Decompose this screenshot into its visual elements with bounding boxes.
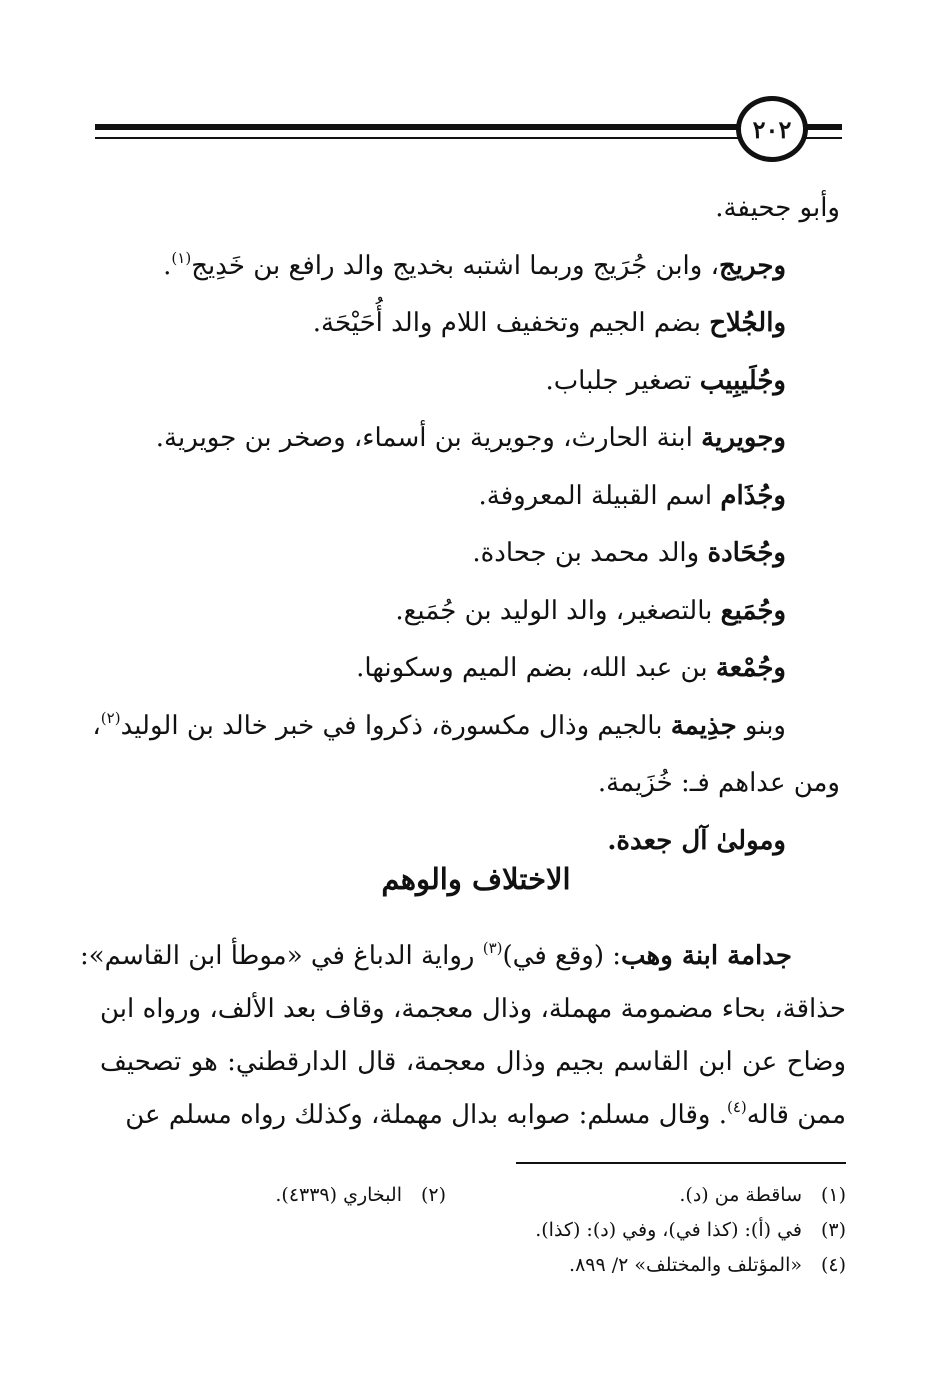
entry-line bbox=[100, 583, 840, 641]
entry-term: والجُلاح bbox=[709, 308, 786, 338]
footnote-text: «المؤتلف والمختلف» ٢/ ٨٩٩. bbox=[569, 1254, 802, 1276]
paragraph-line bbox=[79, 930, 846, 983]
body-paragraph bbox=[79, 930, 846, 1142]
footnote-text: البخاري (٤٣٣٩). bbox=[275, 1184, 402, 1206]
entry-term: وجُحَادة bbox=[707, 538, 786, 568]
entry-text: بضم الجيم وتخفيف اللام والد أُحَيْحَة. bbox=[312, 308, 710, 338]
entry-text: والد محمد بن جحادة. bbox=[472, 538, 708, 568]
entry-text: بن عبد الله، بضم الميم وسكونها. bbox=[356, 653, 716, 683]
page-number: ٢٠٢ bbox=[736, 96, 808, 162]
entry-term: وجُلَيبِيب bbox=[699, 365, 786, 396]
entry-term: وجُمْعة bbox=[715, 653, 786, 683]
footnote-row bbox=[100, 1248, 846, 1283]
entry-term: جذِيمة bbox=[670, 710, 737, 741]
entry-prefix: وبنو bbox=[736, 710, 786, 741]
footnotes bbox=[100, 1178, 846, 1283]
footnote-row bbox=[100, 1213, 846, 1248]
entry-text: ، وابن جُرَيج وربما اشتبه بخديج والد رافع بن خَدِيج bbox=[191, 250, 719, 281]
footnote-ref: (١) bbox=[171, 248, 192, 267]
footnote-ref: (٤) bbox=[726, 1098, 747, 1116]
paragraph-text: رواية الدباغ في «موطأ ابن القاسم»: bbox=[79, 941, 483, 971]
entry-line bbox=[100, 180, 840, 238]
entry-text: بالتصغير، والد الوليد بن جُمَيع. bbox=[395, 595, 721, 626]
entry-line bbox=[100, 525, 840, 583]
entry-line bbox=[100, 295, 840, 353]
paragraph-text: . وقال مسلم: صوابه بدال مهملة، وكذلك رواه مسلم عن bbox=[125, 1100, 727, 1130]
section-heading: الاختلاف والوهم bbox=[381, 862, 571, 896]
entry-line bbox=[100, 410, 840, 468]
entry-line: ومولىٰ آل جعدة. bbox=[607, 825, 786, 856]
footnote-text: ساقطة من (د). bbox=[679, 1184, 802, 1206]
entry-term: وجُمَيع bbox=[720, 595, 786, 626]
footnote-number: (٣) bbox=[820, 1219, 846, 1241]
entry-term: وجويرية bbox=[701, 423, 786, 453]
entry-continuation: ومن عداهم فـ: خُزَيمة. bbox=[597, 768, 840, 798]
entries-list bbox=[92, 180, 840, 870]
entry-punct: . bbox=[163, 250, 172, 281]
entry-text: بالجيم وذال مكسورة، ذكروا في خبر خالد بن الوليد bbox=[120, 710, 671, 741]
entry-term: وجريج bbox=[719, 250, 786, 281]
entry-text: تصغير جلباب. bbox=[545, 365, 700, 396]
entry-punct: ، bbox=[92, 710, 101, 741]
paragraph-line bbox=[100, 1089, 846, 1142]
entry-text: ابنة الحارث، وجويرية بن أسماء، وصخر بن جويرية. bbox=[155, 423, 702, 453]
footnote-ref: (٢) bbox=[100, 708, 121, 727]
entry-text: وأبو جحيفة. bbox=[715, 193, 840, 223]
footnote-row bbox=[100, 1178, 846, 1213]
footnote-separator bbox=[516, 1162, 846, 1164]
entry-term: وجُذَام bbox=[720, 480, 786, 511]
entry-line bbox=[100, 640, 840, 698]
footnote-number: (١) bbox=[820, 1184, 846, 1206]
footnote bbox=[535, 1213, 846, 1248]
footnote-number: (٤) bbox=[820, 1254, 846, 1276]
entry-line bbox=[100, 353, 840, 411]
header-rule-thick bbox=[95, 124, 745, 130]
paragraph-line: حذاقة، بحاء مضمومة مهملة، وذال معجمة، وقاف بعد الألف، ورواه ابن bbox=[100, 994, 846, 1024]
paragraph-text: : (وقع في) bbox=[502, 941, 622, 971]
footnote-number: (٢) bbox=[420, 1184, 446, 1206]
entry-text: اسم القبيلة المعروفة. bbox=[478, 480, 721, 511]
footnote-text: في (أ): (كذا في)، وفي (د): (كذا). bbox=[535, 1219, 802, 1241]
entry-line bbox=[92, 698, 840, 756]
footnote bbox=[275, 1178, 446, 1213]
footnote bbox=[569, 1248, 846, 1283]
paragraph-line: وضاح عن ابن القاسم بجيم وذال معجمة، قال الدارقطني: هو تصحيف bbox=[100, 1047, 846, 1077]
footnote bbox=[446, 1178, 846, 1213]
paragraph-term: جدامة ابنة وهب bbox=[621, 941, 792, 971]
entry-line bbox=[100, 238, 840, 296]
entry-line bbox=[100, 468, 840, 526]
header-rule-thin bbox=[95, 137, 745, 139]
paragraph-text: ممن قاله bbox=[746, 1100, 846, 1130]
footnote-ref: (٣) bbox=[482, 939, 503, 957]
